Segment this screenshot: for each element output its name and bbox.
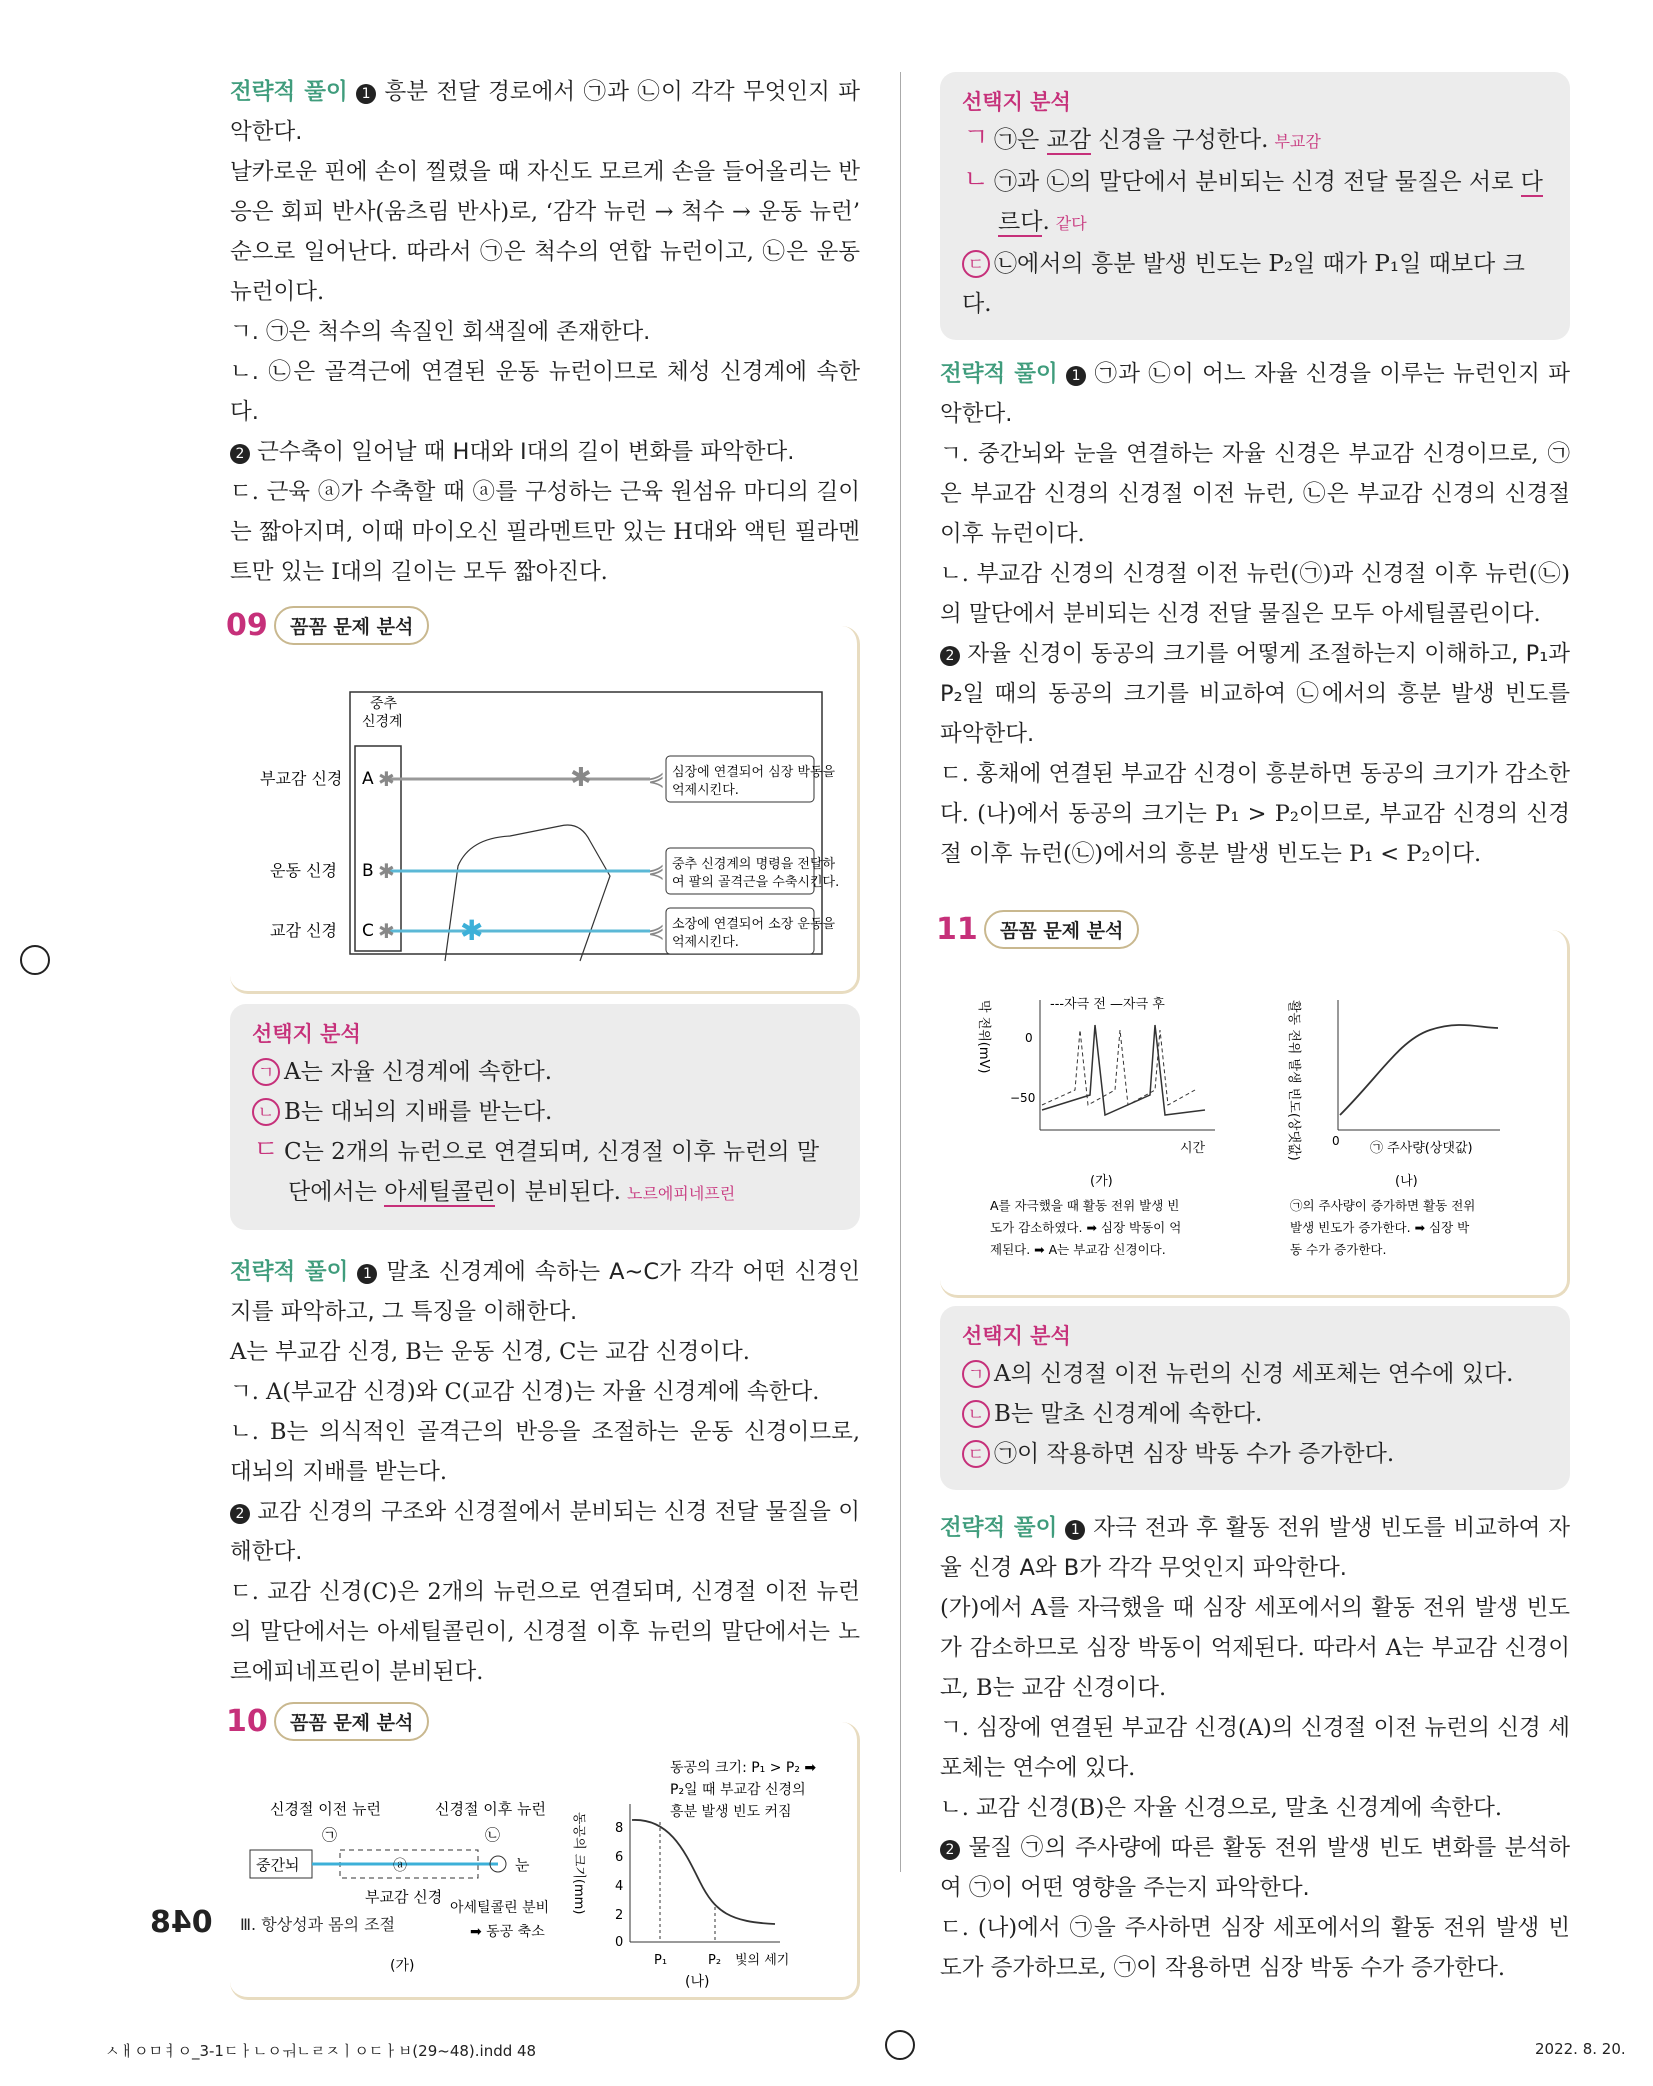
chapter-label: Ⅲ. 항상성과 몸의 조절: [240, 1915, 396, 1934]
svg-text:도가 감소하였다. ➡ 심장 박동이 억: 도가 감소하였다. ➡ 심장 박동이 억: [990, 1220, 1182, 1235]
cns-label: 신경계: [362, 714, 403, 730]
choices-title: 선택지 분석: [252, 1022, 361, 1046]
svg-text:신경절 이전 뉴런: 신경절 이전 뉴런: [270, 1800, 381, 1818]
paragraph: ㄴ. ㉡은 골격근에 연결된 운동 뉴런이므로 체성 신경계에 속한다.: [230, 359, 860, 425]
row-desc: 심장에 연결되어 심장 박동을: [672, 765, 836, 780]
svg-text:P₂: P₂: [708, 1953, 722, 1968]
svg-text:활동 전위 발생 빈도(상댓값): 활동 전위 발생 빈도(상댓값): [1286, 1000, 1301, 1161]
svg-text:2: 2: [615, 1908, 624, 1923]
row-desc: 억제시킨다.: [672, 783, 739, 798]
q09-analysis-box: [226, 608, 860, 994]
cns-label: 중추: [370, 696, 398, 712]
print-date: 2022. 8. 20.: [1535, 2040, 1626, 2058]
paragraph: 2 근수축이 일어날 때 H대와 I대의 길이 변화를 파악한다.: [230, 432, 860, 472]
row-desc: 중추 신경계의 명령을 전달하: [672, 857, 836, 872]
correct-circle-icon: ㄱ: [252, 1058, 280, 1086]
row-A: [260, 756, 836, 802]
paragraph: 날카로운 핀에 손이 찔렸을 때 자신도 모르게 손을 들어올리는 반응은 회피 반사(움츠림 반사)로, ‘감각 뉴런 → 척수 → 운동 뉴런’ 순으로 일어난다. 따라서 ㉠은 척수의 연합 뉴런이고, ㉡은 운동 뉴런이다.: [230, 159, 860, 305]
svg-text:막 전위(mV): 막 전위(mV): [976, 1000, 991, 1074]
nerve-name: 교감 신경: [270, 921, 337, 940]
paragraph: ㄷ. 근육 ⓐ가 수축할 때 ⓐ를 구성하는 근육 원섬유 마디의 길이는 짧아지며, 이때 마이오신 필라멘트만 있는 H대와 액틴 필라멘트만 있는 I대의 길이는 모두 짧아진다.: [230, 479, 860, 585]
svg-text:㉠의 주사량이 증가하면 활동 전위: ㉠의 주사량이 증가하면 활동 전위: [1290, 1198, 1476, 1213]
svg-text:(가): (가): [1090, 1174, 1113, 1189]
svg-text:0: 0: [1332, 1134, 1340, 1148]
question-number: 11: [936, 912, 984, 947]
q11-analysis-box: [936, 912, 1570, 1298]
analysis-tag: 꼼꼼 문제 분석: [274, 606, 429, 645]
svg-text:⋞: ⋞: [648, 919, 665, 943]
q11-diagram: [940, 930, 1570, 1295]
q10-diagram: [230, 1722, 860, 1997]
svg-text:㉠: ㉠: [322, 1826, 338, 1844]
svg-text:⋞: ⋞: [648, 859, 665, 883]
choices-title: 선택지 분석: [962, 90, 1071, 114]
wrong-x-icon: ㄷ: [253, 1135, 279, 1165]
correct-circle-icon: ㄱ: [962, 1360, 990, 1388]
q09-choices: [230, 1004, 860, 1230]
svg-text:4: 4: [615, 1879, 624, 1894]
svg-text:−50: −50: [1010, 1091, 1036, 1105]
nerve-letter: C: [362, 921, 374, 941]
svg-text:0: 0: [1025, 1031, 1033, 1045]
right-column: [936, 72, 1571, 1988]
svg-text:㉡: ㉡: [485, 1826, 501, 1844]
svg-text:아세틸콜린 분비: 아세틸콜린 분비: [450, 1900, 550, 1916]
page-number: 048: [150, 1905, 213, 1940]
svg-text:✱: ✱: [570, 763, 592, 793]
q10-choices: 선택지 분석 ㄱ ㉠은 교감 신경을 구성한다. 부교감 ㄴ ㉠과 ㉡의 말단에서 분비되는 신경 전달 물질은 서로 다 르다. 같다 ㄷ ㉡에서의 흥분 발생 빈도는 P₂일 때가 P₁일 때보다 크다.: [940, 72, 1570, 340]
svg-text:㉠ 주사량(상댓값): ㉠ 주사량(상댓값): [1370, 1141, 1473, 1156]
svg-text:시간: 시간: [1180, 1141, 1206, 1156]
row-desc: 소장에 연결되어 소장 운동을: [672, 917, 836, 932]
svg-text:A를 자극했을 때 활동 전위 발생 빈: A를 자극했을 때 활동 전위 발생 빈: [990, 1198, 1180, 1213]
svg-text:동공의 크기(mm): 동공의 크기(mm): [571, 1812, 586, 1915]
nerve-letter: B: [362, 861, 374, 881]
paragraph: ㄱ. ㉠은 척수의 속질인 회색질에 존재한다.: [230, 319, 651, 345]
svg-text:중간뇌: 중간뇌: [256, 1856, 300, 1874]
correct-circle-icon: ㄴ: [962, 1400, 990, 1428]
row-desc: 억제시킨다.: [672, 935, 739, 950]
svg-text:---자극 전 —자극 후: ---자극 전 —자극 후: [1050, 997, 1165, 1012]
svg-text:빛의 세기: 빛의 세기: [735, 1953, 790, 1968]
left-column: [226, 72, 861, 2000]
correct-circle-icon: ㄷ: [962, 1440, 990, 1468]
svg-text:P₂일 때 부교감 신경의: P₂일 때 부교감 신경의: [670, 1782, 806, 1798]
q10-analysis-box: [226, 1704, 860, 2000]
svg-text:ⓐ: ⓐ: [393, 1858, 407, 1874]
choice-item: ㄴ B는 대뇌의 지배를 받는다.: [252, 1092, 838, 1132]
question-number: 09: [226, 608, 274, 643]
analysis-tag: 꼼꼼 문제 분석: [984, 910, 1139, 949]
svg-text:✱: ✱: [460, 914, 484, 947]
svg-text:⋞: ⋞: [648, 767, 665, 791]
svg-text:(가): (가): [390, 1958, 415, 1974]
column-divider: [900, 72, 901, 1872]
q11-choices: 선택지 분석 ㄱ A의 신경절 이전 뉴런의 신경 세포체는 연수에 있다. ㄴ B는 말초 신경계에 속한다. ㄷ ㉠이 작용하면 심장 박동 수가 증가한다.: [940, 1306, 1570, 1490]
svg-text:✱: ✱: [378, 767, 395, 791]
svg-text:✱: ✱: [378, 859, 395, 883]
svg-text:동 수가 증가한다.: 동 수가 증가한다.: [1290, 1242, 1387, 1257]
correct-circle-icon: ㄴ: [252, 1098, 280, 1126]
choice-item: ㄱ A는 자율 신경계에 속한다.: [252, 1052, 838, 1092]
solution-paragraph: 전략적 풀이 1 흥분 전달 경로에서 ㉠과 ㉡이 각각 무엇인지 파악한다.: [230, 79, 861, 145]
svg-text:6: 6: [615, 1850, 624, 1865]
wrong-x-icon: ㄴ: [963, 165, 989, 195]
registration-mark-icon: [885, 2030, 915, 2060]
svg-text:✱: ✱: [378, 919, 395, 943]
row-desc: 여 팔의 골격근을 수축시킨다.: [672, 875, 840, 890]
choice-item: ㄷ C는 2개의 뉴런으로 연결되며, 신경절 이후 뉴런의 말 단에서는 아세틸콜린이 분비된다. 노르에피네프린: [253, 1135, 820, 1205]
svg-text:부교감 신경: 부교감 신경: [365, 1888, 443, 1906]
question-number: 10: [226, 1704, 274, 1739]
q09-solution: 전략적 풀이 1 말초 신경계에 속하는 A~C가 각각 어떤 신경인지를 파악하고, 그 특징을 이해한다. A는 부교감 신경, B는 운동 신경, C는 교감 신경이다. ㄱ. A(부교감 신경)와 C(교감 신경)는 자율 신경계에 속한다. ㄴ. B는 의식적인 골격근의 반응을 조절하는 운동 신경이므로, 대뇌의 지배를 받는다. 2 교감 신경의 구조와 신경절에서 분비되는 신경 전달 물질을 이해한다. ㄷ. 교감 신경(C)은 2개의 뉴런으로 연결되며, 신경절 이전 뉴런의 말단에서는 아세틸콜린이, 신경절 이후 뉴런의 말단에서는 노르에피네프린이 분비된다.: [230, 1259, 860, 1685]
svg-text:(나): (나): [685, 1974, 710, 1990]
registration-mark-icon: [20, 945, 50, 975]
q11-solution: 전략적 풀이 1 자극 전과 후 활동 전위 발생 빈도를 비교하여 자율 신경 A와 B가 각각 무엇인지 파악한다. (가)에서 A를 자극했을 때 심장 세포에서의 활동 전위 발생 빈도가 감소하므로 심장 박동이 억제된다. 따라서 A는 부교감 신경이고, B는 교감 신경이다. ㄱ. 심장에 연결된 부교감 신경(A)의 신경절 이전 뉴런의 신경 세포체는 연수에 있다. ㄴ. 교감 신경(B)은 자율 신경으로, 말초 신경계에 속한다. 2 물질 ㉠의 주사량에 따른 활동 전위 발생 빈도 변화를 분석하여 ㉠이 어떤 영향을 주는지 파악한다. ㄷ. (나)에서 ㉠을 주사하면 심장 세포에서의 활동 전위 발생 빈도가 증가하므로, ㉠이 작용하면 심장 박동 수가 증가한다.: [940, 1515, 1571, 1981]
nerve-name: 운동 신경: [270, 861, 337, 880]
svg-text:0: 0: [615, 1935, 624, 1950]
svg-text:➡ 동공 축소: ➡ 동공 축소: [470, 1924, 545, 1940]
svg-text:눈: 눈: [515, 1856, 530, 1874]
analysis-tag: 꼼꼼 문제 분석: [274, 1702, 429, 1741]
wrong-x-icon: ㄱ: [963, 123, 989, 153]
svg-text:신경절 이후 뉴런: 신경절 이후 뉴런: [435, 1800, 546, 1818]
file-info: ㅅㅐㅇㅁㅕㅇ_3-1ㄷㅏㄴㅇㅝㄴㄹㅈㅣㅇㄷㅏㅂ(29~48).indd 48: [105, 2042, 537, 2060]
q09-diagram: [230, 626, 860, 991]
svg-text:발생 빈도가 증가한다. ➡ 심장 박: 발생 빈도가 증가한다. ➡ 심장 박: [1290, 1220, 1470, 1235]
nerve-letter: A: [362, 769, 374, 789]
svg-text:동공의 크기: P₁ > P₂ ➡: 동공의 크기: P₁ > P₂ ➡: [670, 1760, 817, 1776]
svg-text:8: 8: [615, 1821, 624, 1836]
svg-text:P₁: P₁: [654, 1953, 668, 1968]
correct-circle-icon: ㄷ: [962, 250, 990, 278]
q10-solution: 전략적 풀이 1 ㉠과 ㉡이 어느 자율 신경을 이루는 뉴런인지 파악한다. ㄱ. 중간뇌와 눈을 연결하는 자율 신경은 부교감 신경이므로, ㉠은 부교감 신경의 신경절 이전 뉴런, ㉡은 부교감 신경의 신경절 이후 뉴런이다. ㄴ. 부교감 신경의 신경절 이전 뉴런(㉠)과 신경절 이후 뉴런(㉡)의 말단에서 분비되는 신경 전달 물질은 모두 아세틸콜린이다. 2 자율 신경이 동공의 크기를 어떻게 조절하는지 이해하고, P₁과 P₂일 때의 동공의 크기를 비교하여 ㉡에서의 흥분 발생 빈도를 파악한다. ㄷ. 홍채에 연결된 부교감 신경이 흥분하면 동공의 크기가 감소한다. (나)에서 동공의 크기는 P₁ > P₂이므로, 부교감 신경의 신경절 이후 뉴런(㉡)에서의 흥분 발생 빈도는 P₁ < P₂이다.: [940, 361, 1571, 867]
nerve-name: 부교감 신경: [260, 769, 343, 788]
svg-text:제된다. ➡ A는 부교감 신경이다.: 제된다. ➡ A는 부교감 신경이다.: [990, 1242, 1166, 1257]
choices-title: 선택지 분석: [962, 1324, 1071, 1348]
svg-text:흥분 발생 빈도 커짐: 흥분 발생 빈도 커짐: [670, 1804, 792, 1820]
svg-text:(나): (나): [1395, 1174, 1418, 1189]
